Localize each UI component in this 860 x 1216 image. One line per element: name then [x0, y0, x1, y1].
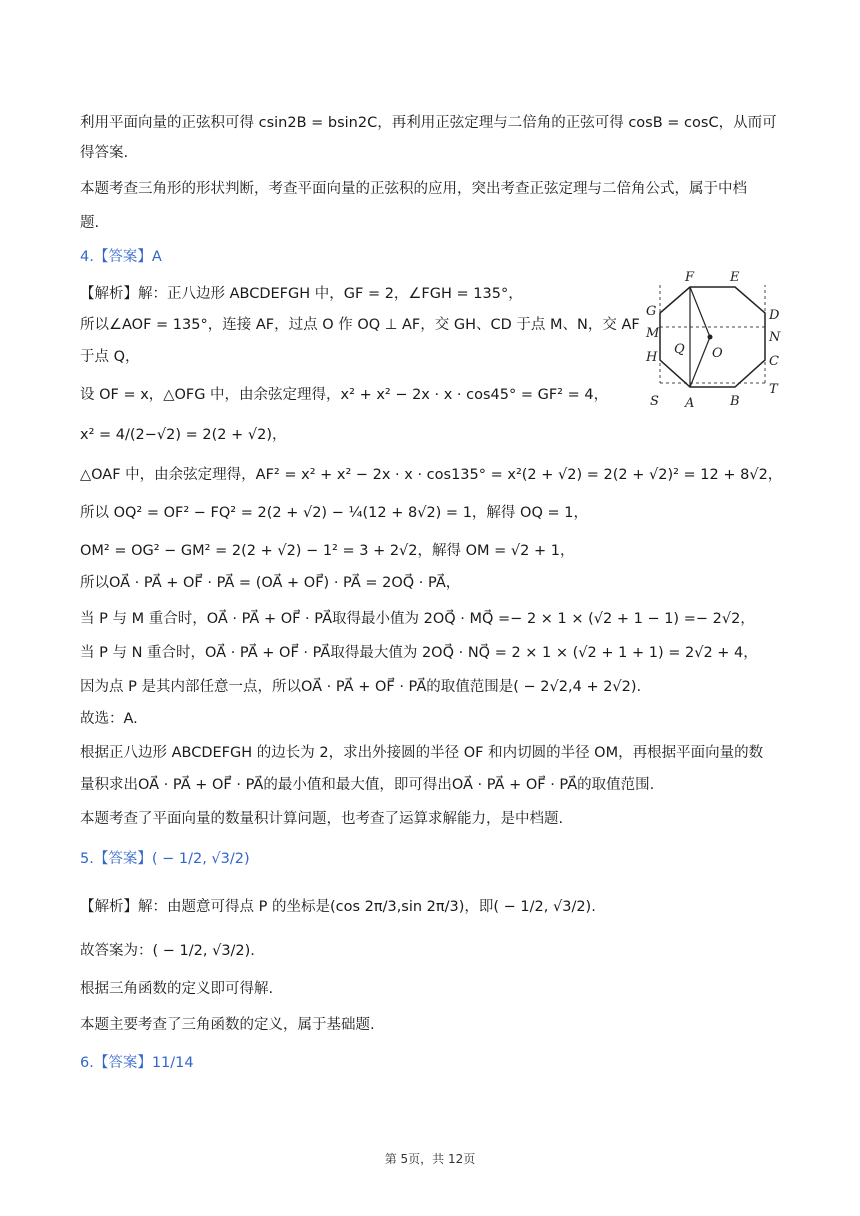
text-line-12: OM² = OG² − GM² = 2(2 + √2) − 1² = 3 + 2√2，解得 OM = √2 + 1， [80, 543, 575, 559]
text-line-4: 题. [80, 215, 100, 231]
answer-5: 5.【答案】( − 1/2, √3/2) [80, 851, 250, 867]
label-B: B [730, 394, 740, 409]
text-line-18: 根据正八边形 ABCDEFGH 的边长为 2，求出外接圆的半径 OF 和内切圆的半径 OM，再根据平面向量的数 [80, 745, 764, 761]
text-line-6: 所以∠AOF = 135°，连接 AF，过点 O 作 OQ ⊥ AF，交 GH、CD 于点 M、N，交 AF [80, 317, 640, 333]
text-line-24: 本题主要考查了三角函数的定义，属于基础题. [80, 1017, 375, 1033]
text-line-23: 根据三角函数的定义即可得解. [80, 981, 274, 997]
text-line-14: 当 P 与 M 重合时，OA⃗ · PA⃗ + OF⃗ · PA⃗取得最小值为 2OQ⃗ · MQ⃗ =− 2 × 1 × (√2 + 1 − 1) =− 2√2， [80, 611, 755, 627]
label-O: O [712, 346, 723, 361]
text-line-22: 故答案为：( − 1/2, √3/2). [80, 943, 255, 959]
text-line-7: 于点 Q， [80, 349, 140, 365]
label-T: T [769, 382, 778, 397]
label-C: C [769, 354, 779, 369]
text-line-10: △OAF 中，由余弦定理得，AF² = x² + x² − 2x · x · cos135° = x²(2 + √2) = 2(2 + √2)² = 12 + 8√2， [80, 467, 783, 483]
label-M: M [646, 326, 660, 341]
label-N: N [769, 330, 781, 345]
text-line-9: x² = 4/(2−√2) = 2(2 + √2)， [80, 427, 287, 443]
label-E: E [730, 270, 740, 285]
label-H: H [646, 350, 658, 365]
label-G: G [646, 304, 657, 319]
label-Q: Q [674, 342, 685, 357]
text-line-17: 故选：A. [80, 711, 138, 727]
text-line-13: 所以OA⃗ · PA⃗ + OF⃗ · PA⃗ = (OA⃗ + OF⃗) · PA⃗ = 2OQ⃗ · PA⃗， [80, 575, 461, 591]
text-line-1: 利用平面向量的正弦积可得 csin2B = bsin2C，再利用正弦定理与二倍角的正弦可得 cosB = cosC，从而可 [80, 115, 777, 131]
text-line-15: 当 P 与 N 重合时，OA⃗ · PA⃗ + OF⃗ · PA⃗取得最大值为 2OQ⃗ · NQ⃗ = 2 × 1 × (√2 + 1 + 1) = 2√2 + 4， [80, 645, 758, 661]
label-F: F [685, 270, 695, 285]
page-footer: 第 5页，共 12页 [384, 1152, 476, 1166]
label-A: A [685, 396, 695, 411]
answer-4: 4.【答案】A [80, 249, 162, 265]
text-line-21: 【解析】解：由题意可得点 P 的坐标是(cos 2π/3,sin 2π/3)，即( − 1/2, √3/2). [80, 899, 596, 915]
text-line-16: 因为点 P 是其内部任意一点，所以OA⃗ · PA⃗ + OF⃗ · PA⃗的取值范围是( − 2√2,4 + 2√2). [80, 679, 642, 695]
text-line-3: 本题考查三角形的形状判断，考查平面向量的正弦积的应用，突出考查正弦定理与二倍角公式，属于中档 [80, 181, 747, 197]
label-S: S [650, 394, 659, 409]
octagon-figure [640, 265, 790, 415]
text-line-20: 本题考查了平面向量的数量积计算问题，也考查了运算求解能力，是中档题. [80, 811, 564, 827]
answer-6: 6.【答案】11/14 [80, 1055, 194, 1071]
text-line-11: 所以 OQ² = OF² − FQ² = 2(2 + √2) − ¼(12 + 8√2) = 1，解得 OQ = 1， [80, 505, 588, 521]
text-line-5: 【解析】解：正八边形 ABCDEFGH 中，GF = 2，∠FGH = 135°， [80, 286, 523, 302]
text-line-2: 得答案. [80, 145, 129, 161]
text-line-8: 设 OF = x，△OFG 中，由余弦定理得，x² + x² − 2x · x · cos45° = GF² = 4， [80, 387, 609, 403]
label-D: D [769, 308, 780, 323]
text-line-19: 量积求出OA⃗ · PA⃗ + OF⃗ · PA⃗的最小值和最大值，即可得出OA⃗ · PA⃗ + OF⃗ · PA⃗的取值范围. [80, 777, 655, 793]
